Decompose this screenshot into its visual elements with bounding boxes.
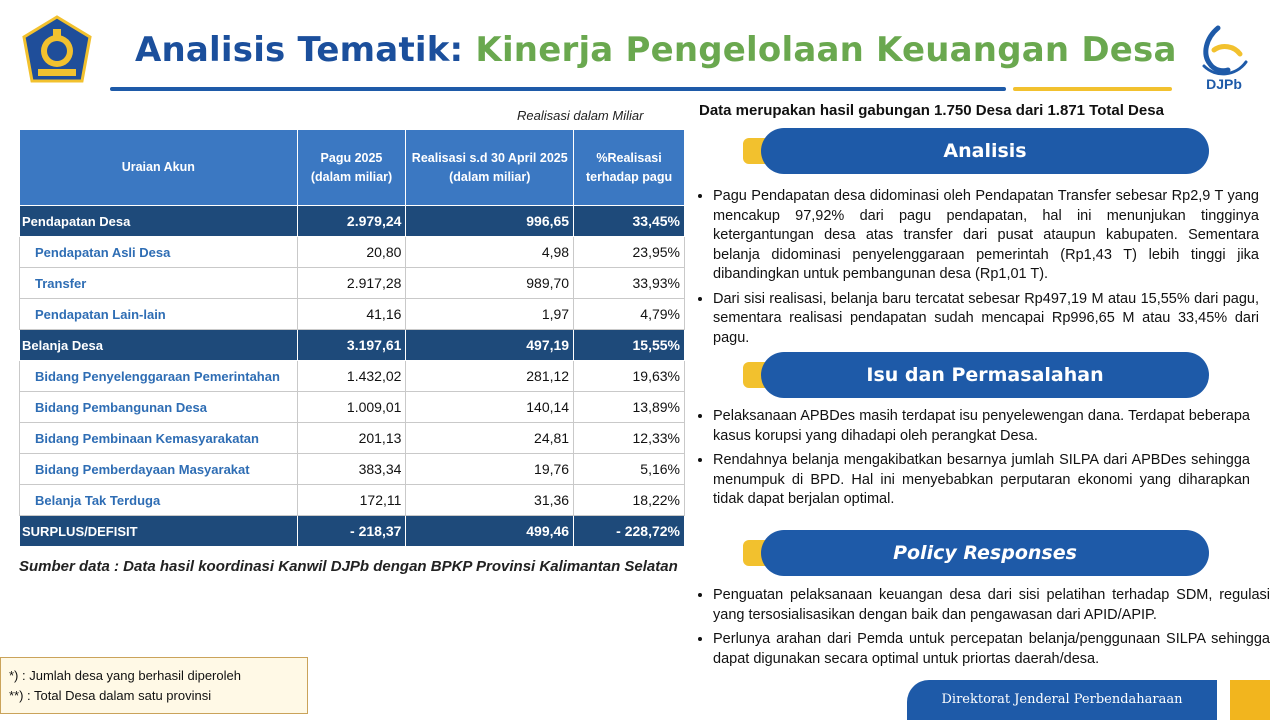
section-title: Policy Responses [761, 530, 1209, 576]
footer-accent [1230, 680, 1270, 720]
row-pagu: 2.979,24 [297, 206, 406, 237]
table-row [20, 423, 685, 454]
row-persen: 12,33% [574, 423, 685, 454]
row-persen: 15,55% [574, 330, 685, 361]
policy-list [692, 586, 1270, 674]
list-item: • Dari sisi realisasi, belanja baru tercatat sebesar Rp497,19 M atau 15,55% dari pagu, sementara realisasi pendapatan sudah mencapai Rp996,65 M atau 33,45% dari pagu. [713, 290, 1259, 349]
section-header-analisis [743, 128, 1213, 174]
row-pagu: 201,13 [297, 423, 406, 454]
row-label: Belanja Tak Terduga [20, 485, 298, 516]
title-underline-blue [110, 87, 1006, 91]
table-row [20, 206, 685, 237]
footnote-line1: *) : Jumlah desa yang berhasil diperoleh [9, 668, 241, 683]
footer-label: Direktorat Jenderal Perbendaharaan [907, 680, 1217, 720]
row-label: SURPLUS/DEFISIT [20, 516, 298, 547]
table-row [20, 485, 685, 516]
row-pagu: 383,34 [297, 454, 406, 485]
analisis-list [692, 187, 1259, 353]
row-realisasi: 1,97 [406, 299, 574, 330]
row-label: Bidang Penyelenggaraan Pemerintahan [20, 361, 298, 392]
table-row [20, 516, 685, 547]
row-label: Transfer [20, 268, 298, 299]
footnote-line2: **) : Total Desa dalam satu provinsi [9, 688, 212, 703]
row-realisasi: 497,19 [406, 330, 574, 361]
row-label: Pendapatan Desa [20, 206, 298, 237]
row-pagu: 172,11 [297, 485, 406, 516]
row-persen: 5,16% [574, 454, 685, 485]
row-realisasi: 281,12 [406, 361, 574, 392]
row-label: Bidang Pembangunan Desa [20, 392, 298, 423]
col-header-realisasi: Realisasi s.d 30 April 2025 (dalam miliar) [406, 130, 574, 206]
row-label: Pendapatan Asli Desa [20, 237, 298, 268]
table-row [20, 268, 685, 299]
section-title: Analisis [761, 128, 1209, 174]
row-pagu: 3.197,61 [297, 330, 406, 361]
row-realisasi: 996,65 [406, 206, 574, 237]
row-persen: 33,45% [574, 206, 685, 237]
row-label: Bidang Pembinaan Kemasyarakatan [20, 423, 298, 454]
page-title [135, 30, 1177, 70]
row-pagu: 1.009,01 [297, 392, 406, 423]
unit-note: Realisasi dalam Miliar [517, 108, 644, 123]
djpb-logo [1188, 20, 1260, 92]
row-realisasi: 4,98 [406, 237, 574, 268]
row-realisasi: 31,36 [406, 485, 574, 516]
row-realisasi: 24,81 [406, 423, 574, 454]
list-item: • Pelaksanaan APBDes masih terdapat isu penyelewengan dana. Terdapat beberapa kasus korupsi yang dihadapi oleh perangkat Desa. [713, 407, 1250, 446]
title-underline-yellow [1013, 87, 1172, 91]
col-header-pagu: Pagu 2025 (dalam miliar) [297, 130, 406, 206]
section-title: Isu dan Permasalahan [761, 352, 1209, 398]
row-persen: 23,95% [574, 237, 685, 268]
col-header-persen: %Realisasi terhadap pagu [574, 130, 685, 206]
list-item: • Rendahnya belanja mengakibatkan besarnya jumlah SILPA dari APBDes sehingga menumpuk di BPD. Hal ini menyebabkan perputaran ekonomi yang diharapkan tidak dapat berjalan optimal. [713, 451, 1250, 510]
table-row [20, 237, 685, 268]
row-persen: 33,93% [574, 268, 685, 299]
table-row [20, 392, 685, 423]
row-label: Bidang Pemberdayaan Masyarakat [20, 454, 298, 485]
row-persen: 13,89% [574, 392, 685, 423]
djpb-logo-text: DJPb [1206, 76, 1242, 92]
section-header-policy [743, 530, 1213, 576]
col-header-uraian: Uraian Akun [20, 130, 298, 206]
table-row [20, 361, 685, 392]
data-note: Data merupakan hasil gabungan 1.750 Desa dari 1.871 Total Desa [699, 102, 1164, 119]
row-realisasi: 140,14 [406, 392, 574, 423]
row-pagu: 20,80 [297, 237, 406, 268]
table-row [20, 330, 685, 361]
source-note: Sumber data : Data hasil koordinasi Kanwil DJPb dengan BPKP Provinsi Kalimantan Selatan [19, 558, 678, 575]
title-part1: Analisis Tematik: [135, 30, 464, 70]
kemenkeu-logo [20, 15, 94, 89]
row-persen: 4,79% [574, 299, 685, 330]
row-persen: 18,22% [574, 485, 685, 516]
isu-list [692, 407, 1250, 515]
row-realisasi: 19,76 [406, 454, 574, 485]
row-pagu: - 218,37 [297, 516, 406, 547]
table-row [20, 299, 685, 330]
row-label: Belanja Desa [20, 330, 298, 361]
row-persen: - 228,72% [574, 516, 685, 547]
finance-table [19, 129, 685, 547]
table-row [20, 454, 685, 485]
list-item: • Penguatan pelaksanaan keuangan desa dari sisi pelatihan terhadap SDM, regulasi yang tersosialisasikan dengan baik dan pengawasan dari APID/APIP. [713, 586, 1270, 625]
row-pagu: 1.432,02 [297, 361, 406, 392]
row-realisasi: 499,46 [406, 516, 574, 547]
title-part2: Kinerja Pengelolaan Keuangan Desa [475, 30, 1177, 70]
row-pagu: 41,16 [297, 299, 406, 330]
list-item: • Perlunya arahan dari Pemda untuk percepatan belanja/penggunaan SILPA sehingga dapat digunakan secara optimal untuk priortas daerah/desa. [713, 630, 1270, 669]
footnote-box [0, 657, 308, 714]
row-label: Pendapatan Lain-lain [20, 299, 298, 330]
row-persen: 19,63% [574, 361, 685, 392]
list-item: • Pagu Pendapatan desa didominasi oleh Pendapatan Transfer sebesar Rp2,9 T yang mencakup 97,92% dari pagu pendapatan, hal ini menunjukan tingginya ketergantungan desa atas transfer dari pusat ataupun kabupaten. Sementara belanja didominasi penyelenggaraan pemerintah (Rp1,43 T) lebih tinggi jika dibandingkan untuk pembangunan desa (Rp1,01 T). [713, 187, 1259, 285]
row-pagu: 2.917,28 [297, 268, 406, 299]
section-header-isu [743, 352, 1213, 398]
row-realisasi: 989,70 [406, 268, 574, 299]
